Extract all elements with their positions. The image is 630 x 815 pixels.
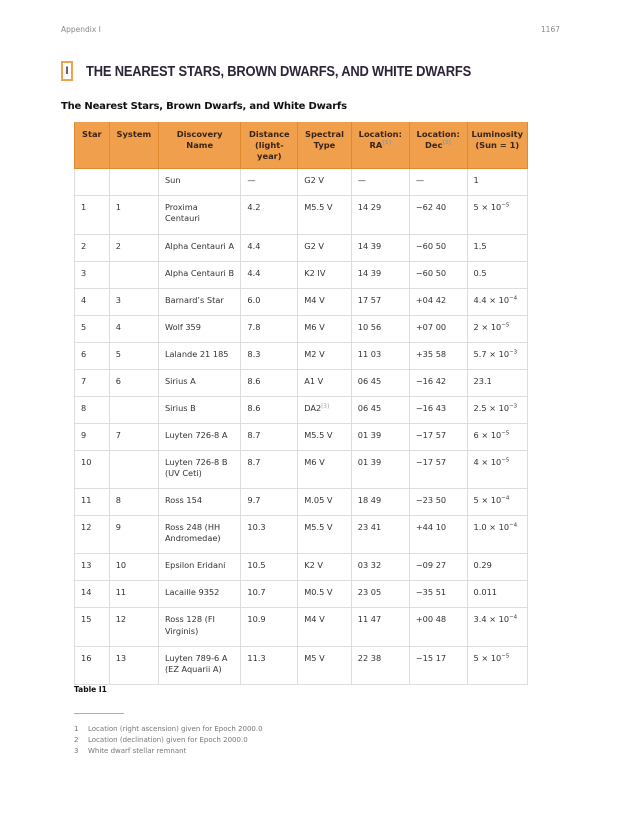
cell-star — [75, 169, 110, 196]
cell-spectral-type — [298, 608, 352, 646]
spectral-value: M.05 V — [304, 495, 333, 506]
luminosity-base: 5 × 10 — [473, 652, 502, 663]
cell-location-dec: −62 40 — [409, 196, 467, 234]
cell-discovery-name: Epsilon Eridani — [158, 554, 240, 581]
luminosity-base: 6 × 10 — [473, 429, 502, 440]
cell-luminosity — [467, 646, 527, 684]
footnote-text: White dwarf stellar remnant — [88, 747, 187, 755]
cell-luminosity — [467, 261, 527, 288]
cell-star: 13 — [75, 554, 110, 581]
spectral-value: M5 V — [304, 652, 325, 663]
cell-system: 10 — [109, 554, 158, 581]
cell-location-ra: 01 39 — [351, 451, 409, 489]
cell-spectral-type — [298, 234, 352, 261]
cell-spectral-type — [298, 369, 352, 396]
cell-discovery-name: Proxima Centauri — [158, 196, 240, 234]
luminosity-exponent: −5 — [501, 202, 510, 209]
cell-distance: 10.7 — [241, 581, 298, 608]
header-star: Star — [75, 122, 110, 169]
footnote-text: Location (right ascension) given for Epoch 2000.0 — [88, 725, 263, 733]
cell-spectral-type — [298, 423, 352, 450]
table-body — [75, 169, 528, 684]
header-luminosity: Luminosity (Sun = 1) — [467, 122, 527, 169]
cell-discovery-name: Sirius A — [158, 369, 240, 396]
cell-location-dec: −60 50 — [409, 234, 467, 261]
cell-system: 12 — [109, 608, 158, 646]
cell-spectral-type — [298, 288, 352, 315]
cell-luminosity — [467, 516, 527, 554]
cell-discovery-name: Sun — [158, 169, 240, 196]
luminosity-base: 0.29 — [473, 560, 492, 571]
cell-location-ra: 14 39 — [351, 261, 409, 288]
cell-luminosity — [467, 396, 527, 423]
cell-system: 5 — [109, 342, 158, 369]
table-row — [75, 288, 528, 315]
cell-distance: 8.7 — [241, 451, 298, 489]
spectral-value: M6 V — [304, 457, 325, 468]
cell-system: 7 — [109, 423, 158, 450]
luminosity-exponent: −4 — [509, 294, 518, 301]
cell-system — [109, 396, 158, 423]
cell-discovery-name: Lalande 21 185 — [158, 342, 240, 369]
cell-star: 10 — [75, 451, 110, 489]
cell-star: 3 — [75, 261, 110, 288]
footnote-item — [74, 735, 263, 746]
spectral-value: K2 V — [304, 560, 324, 571]
table-row — [75, 451, 528, 489]
cell-location-ra: 17 57 — [351, 288, 409, 315]
cell-discovery-name: Wolf 359 — [158, 315, 240, 342]
nearest-stars-table — [74, 122, 528, 685]
cell-location-dec: −16 42 — [409, 369, 467, 396]
cell-distance: 10.3 — [241, 516, 298, 554]
spectral-value: M6 V — [304, 321, 325, 332]
cell-spectral-type — [298, 489, 352, 516]
cell-spectral-type — [298, 646, 352, 684]
cell-star: 2 — [75, 234, 110, 261]
cell-star: 9 — [75, 423, 110, 450]
luminosity-exponent: −5 — [501, 321, 510, 328]
luminosity-base: 0.011 — [473, 587, 497, 598]
table-heading: The Nearest Stars, Brown Dwarfs, and White Dwarfs — [61, 101, 347, 112]
cell-spectral-type — [298, 451, 352, 489]
cell-location-ra: 10 56 — [351, 315, 409, 342]
cell-star: 15 — [75, 608, 110, 646]
cell-luminosity — [467, 489, 527, 516]
cell-distance: — — [241, 169, 298, 196]
cell-location-dec: +00 48 — [409, 608, 467, 646]
cell-distance: 4.2 — [241, 196, 298, 234]
cell-location-dec: −35 51 — [409, 581, 467, 608]
footnotes — [74, 724, 263, 757]
cell-star: 14 — [75, 581, 110, 608]
table-row — [75, 581, 528, 608]
luminosity-exponent: −3 — [509, 403, 518, 410]
cell-location-dec: +07 00 — [409, 315, 467, 342]
cell-location-dec: −17 57 — [409, 423, 467, 450]
cell-distance: 8.6 — [241, 396, 298, 423]
cell-luminosity — [467, 288, 527, 315]
cell-luminosity — [467, 369, 527, 396]
cell-system — [109, 261, 158, 288]
table-row — [75, 369, 528, 396]
cell-system: 2 — [109, 234, 158, 261]
table-row — [75, 646, 528, 684]
cell-luminosity — [467, 196, 527, 234]
cell-location-ra: 14 29 — [351, 196, 409, 234]
cell-luminosity — [467, 234, 527, 261]
header-ra-label: Location: RA — [358, 129, 402, 150]
chapter-heading — [61, 61, 534, 81]
cell-distance: 7.8 — [241, 315, 298, 342]
header-spectral-type: Spectral Type — [298, 122, 352, 169]
footnote-item — [74, 746, 263, 757]
footnote-number: 3 — [74, 747, 79, 755]
luminosity-exponent: −5 — [501, 457, 510, 464]
header-dec-label: Location: Dec — [416, 129, 460, 150]
cell-system: 1 — [109, 196, 158, 234]
cell-distance: 4.4 — [241, 234, 298, 261]
cell-system — [109, 169, 158, 196]
table-row — [75, 261, 528, 288]
spectral-value: M4 V — [304, 294, 325, 305]
cell-location-dec: −17 57 — [409, 451, 467, 489]
luminosity-exponent: −5 — [501, 430, 510, 437]
table-row — [75, 554, 528, 581]
spectral-value: M5.5 V — [304, 522, 333, 533]
spectral-value: M0.5 V — [304, 587, 333, 598]
cell-luminosity — [467, 423, 527, 450]
cell-location-dec: −60 50 — [409, 261, 467, 288]
luminosity-base: 2 × 10 — [473, 321, 502, 332]
cell-spectral-type — [298, 196, 352, 234]
cell-location-ra: 01 39 — [351, 423, 409, 450]
cell-discovery-name: Alpha Centauri A — [158, 234, 240, 261]
table-row — [75, 234, 528, 261]
cell-location-ra: 23 41 — [351, 516, 409, 554]
spectral-value: K2 IV — [304, 267, 326, 278]
luminosity-exponent: −4 — [509, 522, 518, 529]
cell-discovery-name: Luyten 789-6 A (EZ Aquarii A) — [158, 646, 240, 684]
cell-star: 16 — [75, 646, 110, 684]
spectral-value: M5.5 V — [304, 429, 333, 440]
cell-discovery-name: Ross 248 (HH Andromedae) — [158, 516, 240, 554]
header-location-ra — [351, 122, 409, 169]
cell-system: 9 — [109, 516, 158, 554]
spectral-value: G2 V — [304, 240, 324, 251]
cell-distance: 11.3 — [241, 646, 298, 684]
luminosity-base: 1.0 × 10 — [473, 522, 510, 533]
cell-system: 6 — [109, 369, 158, 396]
cell-location-dec: +35 58 — [409, 342, 467, 369]
cell-spectral-type — [298, 581, 352, 608]
cell-spectral-type — [298, 396, 352, 423]
footnote-ref-1[interactable]: [1] — [382, 140, 392, 147]
cell-star: 4 — [75, 288, 110, 315]
cell-spectral-type — [298, 315, 352, 342]
luminosity-base: 5 × 10 — [473, 495, 502, 506]
luminosity-base: 1.5 — [473, 240, 487, 251]
luminosity-base: 3.4 × 10 — [473, 614, 510, 625]
cell-star: 6 — [75, 342, 110, 369]
cell-distance: 10.5 — [241, 554, 298, 581]
luminosity-base: 4 × 10 — [473, 457, 502, 468]
footnote-item — [74, 724, 263, 735]
table-row — [75, 315, 528, 342]
cell-location-ra: 23 05 — [351, 581, 409, 608]
luminosity-base: 5 × 10 — [473, 202, 502, 213]
cell-location-ra: 06 45 — [351, 369, 409, 396]
cell-discovery-name: Lacaille 9352 — [158, 581, 240, 608]
cell-location-ra: 03 32 — [351, 554, 409, 581]
cell-location-ra: 11 03 — [351, 342, 409, 369]
footnote-text: Location (declination) given for Epoch 2000.0 — [88, 736, 248, 744]
cell-distance: 4.4 — [241, 261, 298, 288]
cell-location-dec: −16 43 — [409, 396, 467, 423]
footnote-number: 2 — [74, 736, 79, 744]
cell-discovery-name: Ross 154 — [158, 489, 240, 516]
table-row — [75, 516, 528, 554]
table-row — [75, 396, 528, 423]
footnote-ref-3[interactable]: [3] — [321, 403, 330, 410]
running-head — [61, 25, 560, 34]
cell-luminosity — [467, 554, 527, 581]
cell-luminosity — [467, 169, 527, 196]
cell-location-dec: +04 42 — [409, 288, 467, 315]
header-location-dec — [409, 122, 467, 169]
header-discovery-name: Discovery Name — [158, 122, 240, 169]
spectral-value: G2 V — [304, 175, 324, 186]
cell-distance: 9.7 — [241, 489, 298, 516]
cell-spectral-type — [298, 169, 352, 196]
cell-location-dec: — — [409, 169, 467, 196]
spectral-value: DA2 — [304, 402, 322, 413]
table-header-row — [75, 122, 528, 169]
cell-star: 12 — [75, 516, 110, 554]
chapter-title: THE NEAREST STARS, BROWN DWARFS, AND WHITE DWARFS — [86, 62, 472, 80]
cell-luminosity — [467, 608, 527, 646]
cell-distance: 8.7 — [241, 423, 298, 450]
spectral-value: M4 V — [304, 614, 325, 625]
footnote-divider — [74, 713, 124, 714]
footnote-ref-2[interactable]: [2] — [442, 140, 452, 147]
cell-location-ra: 06 45 — [351, 396, 409, 423]
cell-discovery-name: Luyten 726-8 A — [158, 423, 240, 450]
luminosity-base: 5.7 × 10 — [473, 348, 510, 359]
page-number: 1167 — [540, 25, 560, 34]
cell-location-ra: 22 38 — [351, 646, 409, 684]
cell-location-dec: −15 17 — [409, 646, 467, 684]
cell-discovery-name: Alpha Centauri B — [158, 261, 240, 288]
cell-star: 5 — [75, 315, 110, 342]
cell-location-dec: −09 27 — [409, 554, 467, 581]
cell-system: 8 — [109, 489, 158, 516]
header-distance: Distance (light-year) — [241, 122, 298, 169]
cell-system: 3 — [109, 288, 158, 315]
header-system: System — [109, 122, 158, 169]
spectral-value: M5.5 V — [304, 202, 333, 213]
cell-discovery-name: Barnard’s Star — [158, 288, 240, 315]
cell-luminosity — [467, 315, 527, 342]
cell-spectral-type — [298, 516, 352, 554]
cell-luminosity — [467, 342, 527, 369]
table-row — [75, 608, 528, 646]
cell-system: 13 — [109, 646, 158, 684]
luminosity-exponent: −5 — [501, 652, 510, 659]
table-row — [75, 342, 528, 369]
cell-location-ra: 11 47 — [351, 608, 409, 646]
cell-luminosity — [467, 581, 527, 608]
cell-luminosity — [467, 451, 527, 489]
cell-distance: 8.6 — [241, 369, 298, 396]
cell-star: 1 — [75, 196, 110, 234]
footnote-number: 1 — [74, 725, 79, 733]
cell-location-ra: — — [351, 169, 409, 196]
luminosity-base: 0.5 — [473, 267, 487, 278]
cell-star: 11 — [75, 489, 110, 516]
table-row — [75, 169, 528, 196]
table-row — [75, 423, 528, 450]
cell-star: 8 — [75, 396, 110, 423]
spectral-value: M2 V — [304, 348, 325, 359]
cell-location-dec: −23 50 — [409, 489, 467, 516]
cell-discovery-name: Luyten 726-8 B (UV Ceti) — [158, 451, 240, 489]
table-row — [75, 196, 528, 234]
luminosity-base: 1 — [473, 175, 479, 186]
cell-system — [109, 451, 158, 489]
cell-system: 4 — [109, 315, 158, 342]
cell-spectral-type — [298, 342, 352, 369]
cell-system: 11 — [109, 581, 158, 608]
cell-location-ra: 18 49 — [351, 489, 409, 516]
luminosity-base: 23.1 — [473, 375, 492, 386]
cell-distance: 10.9 — [241, 608, 298, 646]
cell-location-ra: 14 39 — [351, 234, 409, 261]
luminosity-exponent: −4 — [509, 614, 518, 621]
cell-distance: 8.3 — [241, 342, 298, 369]
luminosity-base: 2.5 × 10 — [473, 402, 510, 413]
luminosity-base: 4.4 × 10 — [473, 294, 510, 305]
chapter-letter-box: I — [61, 61, 73, 81]
cell-discovery-name: Sirius B — [158, 396, 240, 423]
cell-star: 7 — [75, 369, 110, 396]
cell-spectral-type — [298, 554, 352, 581]
cell-discovery-name: Ross 128 (FI Virginis) — [158, 608, 240, 646]
cell-location-dec: +44 10 — [409, 516, 467, 554]
running-head-label: Appendix I — [61, 25, 101, 34]
spectral-value: A1 V — [304, 375, 324, 386]
luminosity-exponent: −3 — [509, 349, 518, 356]
cell-distance: 6.0 — [241, 288, 298, 315]
table-caption: Table I1 — [74, 685, 107, 694]
cell-spectral-type — [298, 261, 352, 288]
luminosity-exponent: −4 — [501, 495, 510, 502]
table-row — [75, 489, 528, 516]
